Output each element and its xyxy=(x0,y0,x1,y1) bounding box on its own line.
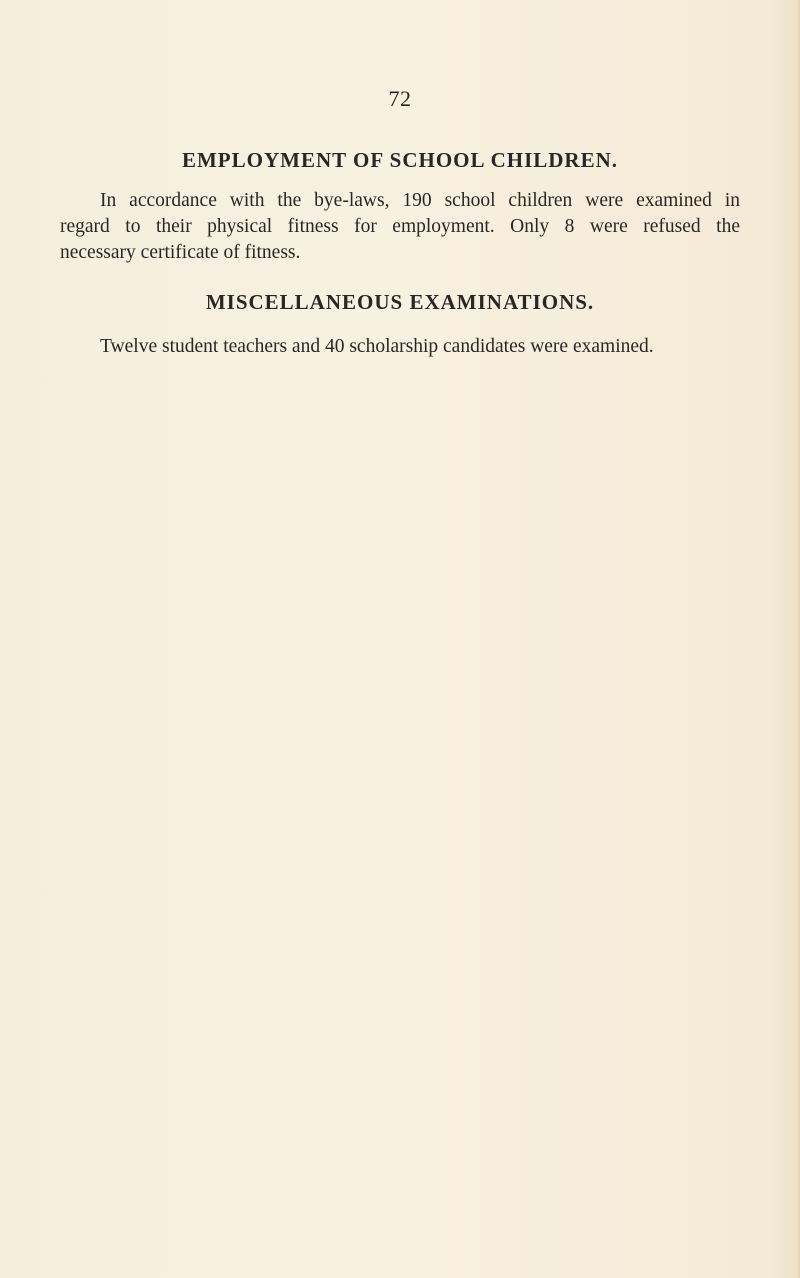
paragraph-line: In accordance with the bye-laws, 190 school children were examined in xyxy=(100,190,740,211)
paragraph-line: Twelve student teachers and 40 scholarship candidates were examined. xyxy=(100,336,654,357)
section-heading-miscellaneous: MISCELLANEOUS EXAMINATIONS. xyxy=(205,290,595,314)
section-heading-employment: EMPLOYMENT OF SCHOOL CHILDREN. xyxy=(181,148,619,172)
page-edge xyxy=(796,0,800,1278)
paragraph-line: regard to their physical fitness for employment. Only 8 were refused the xyxy=(60,216,740,237)
paragraph-miscellaneous xyxy=(100,334,760,360)
paragraph-line: necessary certificate of fitness. xyxy=(60,242,301,263)
paragraph-employment xyxy=(60,188,740,266)
page-number: 72 xyxy=(388,86,412,111)
